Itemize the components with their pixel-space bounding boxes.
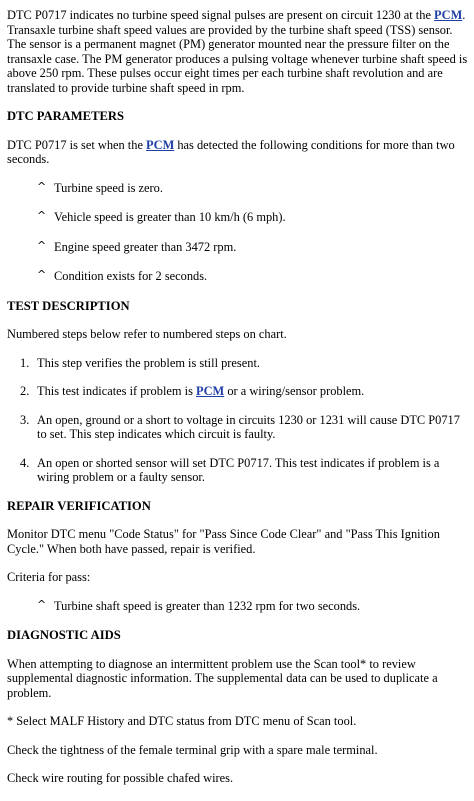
step-text-2: or a wiring/sensor problem.: [224, 384, 365, 398]
intro-paragraph: [7, 8, 468, 95]
step-text: This step verifies the problem is still present.: [37, 355, 260, 370]
list-item: [7, 356, 468, 371]
list-item-text: Turbine shaft speed is greater than 1232 rpm for two seconds.: [54, 598, 361, 613]
dtc-conditions-list: [7, 181, 468, 284]
step-number: 3.: [20, 412, 30, 427]
test-description-heading: TEST DESCRIPTION: [7, 298, 130, 313]
intro-text-1: DTC P0717 indicates no turbine speed signal pulses are present on circuit 1230 at the: [7, 8, 435, 22]
intro-text-2: . Transaxle turbine shaft speed values are provided by the turbine shaft speed (TSS) sensor. The sensor is a permanent magnet (PM) generator mounted near the pressure filter on the transaxle case. The PM generator produces a pulsing voltage whenever turbine shaft speed is above 250 rpm. These pulses occur eight times per each turbine shaft revolution and are translated to provide turbine shaft speed in rpm.: [7, 8, 468, 95]
diagnostic-aids-heading: DIAGNOSTIC AIDS: [7, 628, 121, 642]
caret-bullet-icon: ^: [37, 179, 47, 193]
step-text: This test indicates if problem is: [37, 384, 196, 398]
diagnostic-aids-paragraph: Check wire routing for possible chafed wires.: [7, 771, 234, 785]
pcm-link[interactable]: PCM: [146, 137, 175, 152]
dtc-parameters-heading: DTC PARAMETERS: [7, 109, 124, 123]
list-item: [7, 269, 468, 284]
diagnostic-aids-paragraph: When attempting to diagnose an intermittent problem use the Scan tool* to review supplemental diagnostic information. The supplemental data can be used to duplicate a problem.: [7, 656, 438, 700]
list-item: [7, 240, 468, 255]
caret-bullet-icon: ^: [37, 209, 47, 222]
repair-verification-text: Monitor DTC menu "Code Status" for "Pass Since Code Clear" and "Pass This Ignition Cycle." When both have passed, repair is verified.: [7, 527, 440, 556]
diagnostic-aids-paragraph: Check the tightness of the female terminal grip with a spare male terminal.: [7, 742, 378, 757]
list-item-text: Turbine speed is zero.: [54, 180, 163, 195]
test-steps-list: [7, 356, 468, 485]
pcm-link[interactable]: PCM: [434, 8, 463, 22]
caret-bullet-icon: ^: [37, 268, 47, 281]
test-description-intro: Numbered steps below refer to numbered steps on chart.: [7, 327, 287, 341]
list-item: [7, 181, 468, 196]
caret-bullet-icon: ^: [37, 238, 47, 252]
list-item-text: Engine speed greater than 3472 rpm.: [54, 239, 237, 254]
diagnostic-aids-paragraph: * Select MALF History and DTC status from DTC menu of Scan tool.: [7, 714, 357, 728]
step-text: An open, ground or a short to voltage in circuits 1230 or 1231 will cause DTC P0717 to set. This step indicates which circuit is faulty.: [37, 412, 460, 441]
criteria-list: [7, 599, 468, 614]
step-number: 4.: [20, 455, 30, 470]
repair-verification-heading: REPAIR VERIFICATION: [7, 498, 151, 513]
step-number: 2.: [20, 384, 30, 398]
step-text: An open or shorted sensor will set DTC P0717. This test indicates if problem is a wiring problem or a faulty sensor.: [37, 455, 440, 484]
dtc-parameters-text-1: DTC P0717 is set when the: [7, 137, 147, 152]
dtc-parameters-paragraph: [7, 138, 468, 167]
list-item: [7, 599, 468, 614]
list-item: [7, 384, 468, 399]
caret-bullet-icon: ^: [37, 597, 47, 611]
list-item: [7, 413, 468, 442]
step-number: 1.: [20, 355, 30, 370]
pcm-link[interactable]: PCM: [196, 384, 225, 398]
list-item: [7, 210, 468, 225]
list-item: [7, 456, 468, 485]
dtc-parameters-text-2: has detected the following conditions for more than two seconds.: [7, 137, 455, 166]
list-item-text: Vehicle speed is greater than 10 km/h (6 mph).: [54, 210, 286, 224]
list-item-text: Condition exists for 2 seconds.: [54, 269, 208, 283]
criteria-label: Criteria for pass:: [7, 570, 91, 584]
